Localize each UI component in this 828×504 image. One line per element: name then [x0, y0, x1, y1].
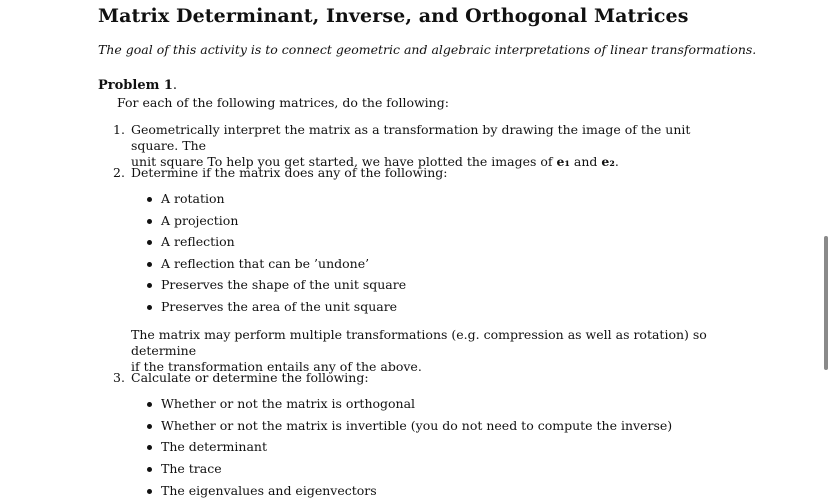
vertical-scrollbar[interactable] [824, 236, 828, 370]
item-2-note-line1: The matrix may perform multiple transformations (e.g. compression as well as rotation) so determine [131, 327, 707, 358]
bullet-item: A rotation [161, 191, 225, 206]
bullet-icon [147, 467, 152, 472]
item-2-note-line2: if the transformation entails any of the above. [131, 359, 422, 374]
vector-e2: e₂ [601, 154, 615, 169]
problem-label-suffix: . [172, 78, 178, 93]
item-number: 2. [113, 165, 125, 180]
list-item: Determine if the matrix does any of the following: [131, 165, 448, 180]
bullet-icon [147, 240, 152, 245]
item-number: 1. [113, 122, 125, 137]
item-1-line1: Geometrically interpret the matrix as a transformation by drawing the image of the unit square. The [131, 122, 691, 153]
item-number: 3. [113, 370, 125, 385]
bullet-icon [147, 262, 152, 267]
bullet-item: The determinant [161, 439, 267, 454]
bullet-item: A reflection that can be ’undone’ [161, 256, 370, 271]
bullet-item: Preserves the shape of the unit square [161, 277, 407, 292]
bullet-item: A reflection [161, 234, 235, 249]
bullet-icon [147, 283, 152, 288]
list-item [131, 122, 741, 170]
document-title: Matrix Determinant, Inverse, and Orthogonal Matrices [98, 5, 689, 27]
bullet-icon [147, 219, 152, 224]
bullet-icon [147, 489, 152, 494]
document-subtitle: The goal of this activity is to connect geometric and algebraic interpretations of linear transformations. [98, 42, 757, 57]
bullet-icon [147, 424, 152, 429]
bullet-icon [147, 197, 152, 202]
and-text: and [569, 154, 602, 169]
bullet-item: Whether or not the matrix is invertible (you do not need to compute the inverse) [161, 418, 673, 433]
bullet-item: The trace [161, 461, 222, 476]
problem-label: Problem 1 [98, 78, 173, 93]
bullet-item: Whether or not the matrix is orthogonal [161, 396, 416, 411]
bullet-icon [147, 402, 152, 407]
bullet-icon [147, 305, 152, 310]
problem-intro: For each of the following matrices, do the following: [117, 95, 449, 110]
problem-heading [98, 78, 177, 93]
bullet-item: Preserves the area of the unit square [161, 299, 398, 314]
item-2-note [131, 327, 741, 375]
item-1-line2-prefix: unit square To help you get started, we have plotted the images of [131, 154, 557, 169]
bullet-icon [147, 445, 152, 450]
bullet-item: A projection [161, 213, 239, 228]
list-item: Calculate or determine the following: [131, 370, 369, 385]
bullet-item: The eigenvalues and eigenvectors [161, 483, 377, 498]
period-text: . [614, 154, 619, 169]
vector-e1: e₁ [556, 154, 570, 169]
